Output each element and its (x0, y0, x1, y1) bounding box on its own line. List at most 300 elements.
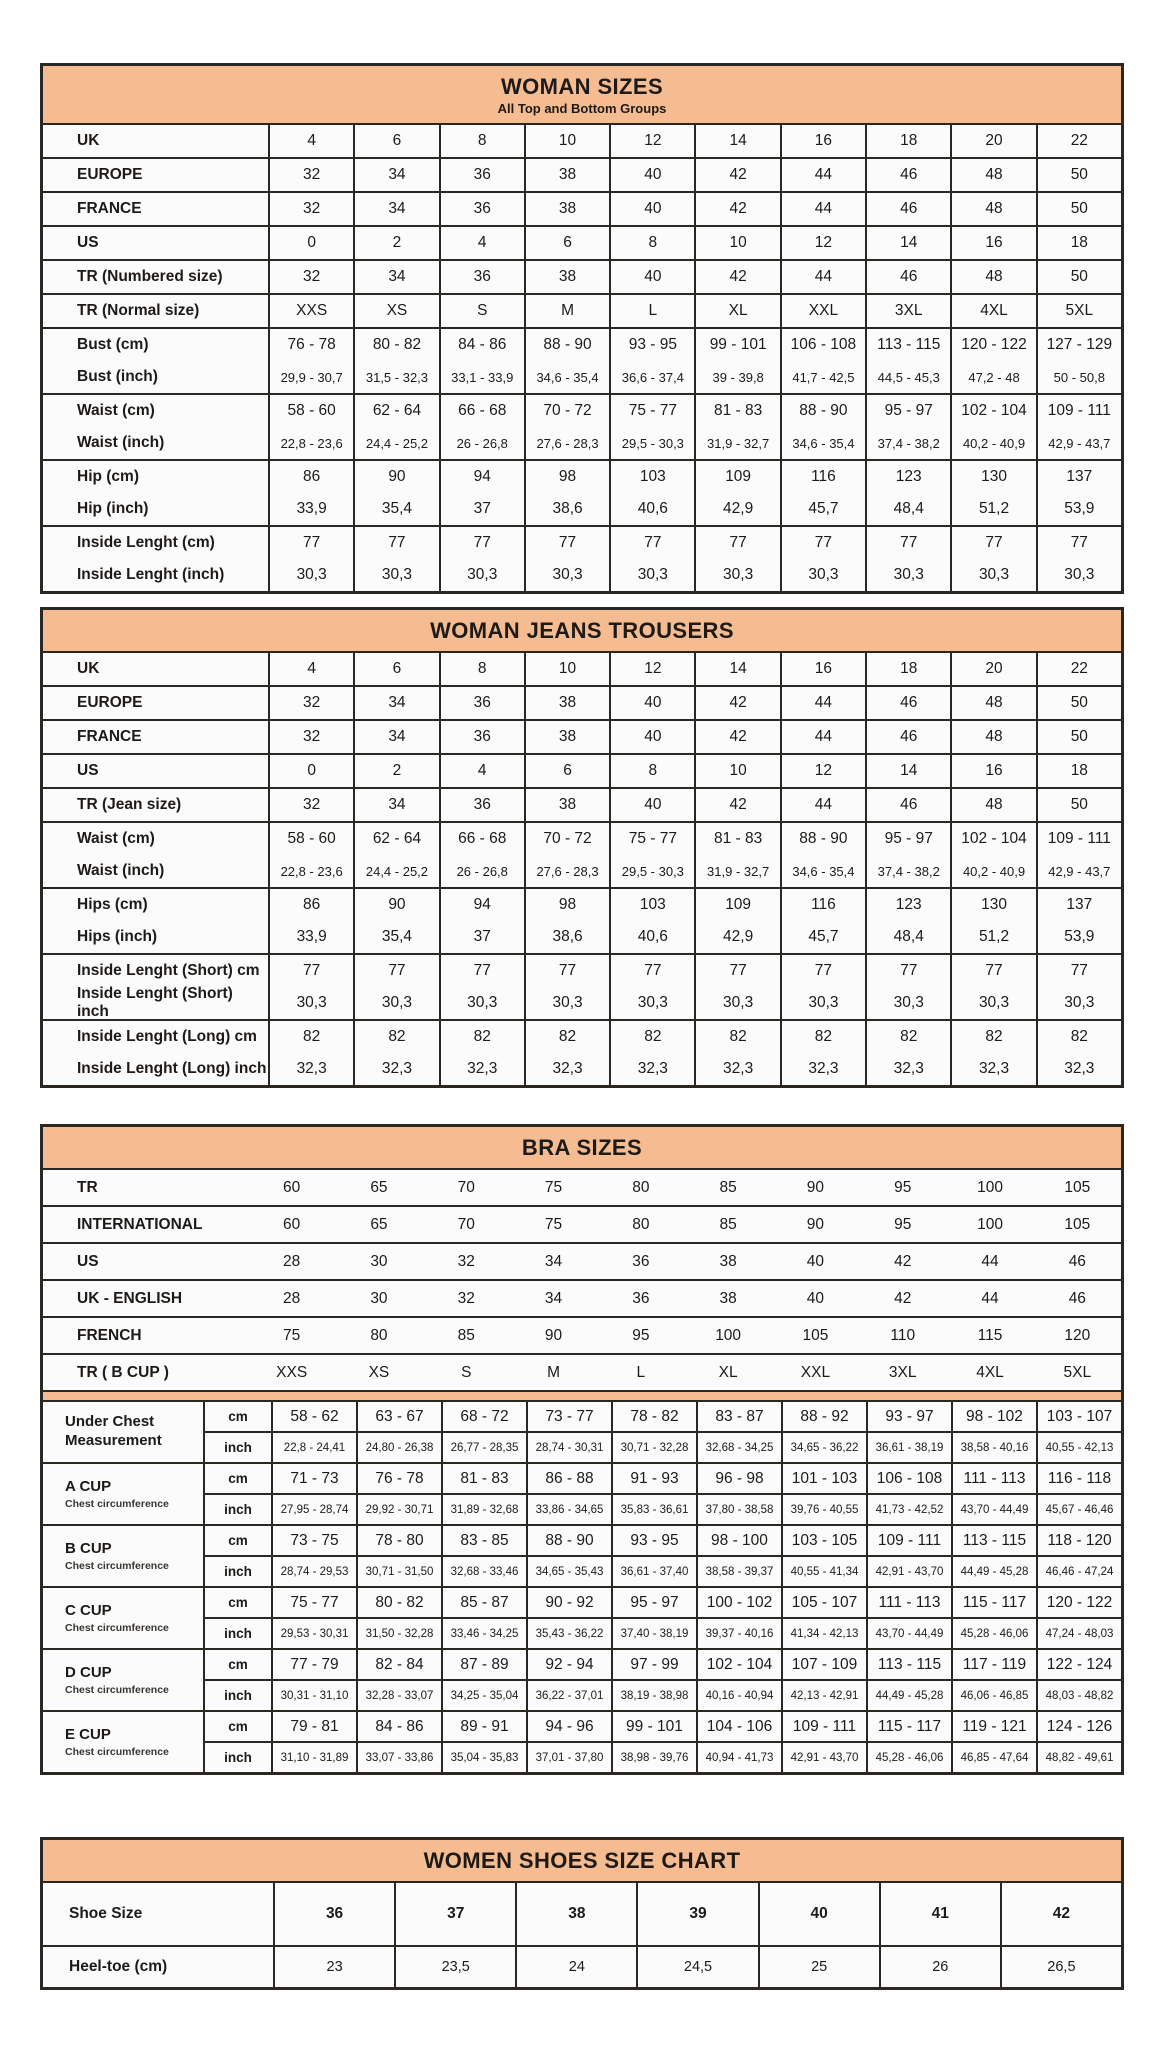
unit-label: inch (203, 1495, 271, 1524)
size-cell: 2 (353, 227, 438, 259)
cup-label-title: E CUP (65, 1726, 111, 1744)
size-cell: 77 (1036, 527, 1121, 559)
size-cell: 79 - 81 (271, 1712, 356, 1741)
row-label: Inside Lenght (Long) inch (77, 1060, 267, 1077)
size-cell: 16 (780, 125, 865, 157)
size-cell: 75 (544, 1178, 563, 1196)
size-cell: 6 (353, 125, 438, 157)
size-cell: 77 - 79 (271, 1650, 356, 1679)
size-cell: 34 (353, 159, 438, 191)
size-cell: 130 (950, 461, 1035, 493)
table-row (43, 1353, 1121, 1390)
size-cell: 93 - 95 (609, 329, 694, 361)
table-row (43, 193, 1121, 225)
size-cell: 22,8 - 23,6 (268, 427, 353, 459)
size-cell: 30,3 (353, 987, 438, 1019)
woman-sizes-table (40, 63, 1124, 594)
size-cell: 42 (894, 1289, 912, 1307)
cup-label (43, 1464, 203, 1524)
size-cell: 30,3 (609, 987, 694, 1019)
size-cell: 109 (694, 889, 779, 921)
row-label: Bust (cm) (77, 336, 149, 353)
size-cell: 12 (609, 653, 694, 685)
size-cell: 96 - 98 (696, 1464, 781, 1493)
cup-group (43, 1586, 1121, 1648)
size-cell: 109 - 111 (1036, 823, 1121, 855)
shoes-title: WOMEN SHOES SIZE CHART (423, 1848, 741, 1873)
size-cell: 8 (439, 653, 524, 685)
size-cell: 42,9 (694, 493, 779, 525)
size-cell: 88 - 90 (780, 395, 865, 427)
bra-sizes-header (43, 1127, 1121, 1170)
size-cell: 38 (524, 261, 609, 293)
size-cell: 94 - 96 (526, 1712, 611, 1741)
size-cell: 38 (524, 789, 609, 821)
row-label: Hip (inch) (77, 500, 149, 517)
size-cell: 100 - 102 (696, 1588, 781, 1617)
cup-group (43, 1524, 1121, 1586)
size-cell: 75 - 77 (609, 395, 694, 427)
size-cell: 77 (524, 955, 609, 987)
size-cell: 70 (457, 1215, 475, 1233)
size-cell: 22 (1036, 653, 1121, 685)
table-row (203, 1464, 1121, 1495)
size-cell: 104 - 106 (696, 1712, 781, 1741)
size-cell: 10 (694, 227, 779, 259)
size-cell: 94 (439, 889, 524, 921)
size-cell: 88 - 90 (526, 1526, 611, 1555)
size-cell: 32 (268, 261, 353, 293)
table-row (43, 889, 1121, 921)
size-cell: 77 (950, 527, 1035, 559)
size-cell: 42,9 - 43,7 (1036, 427, 1121, 459)
row-group (43, 125, 1121, 157)
size-cell: S (461, 1363, 472, 1381)
cup-label-title: A CUP (65, 1478, 112, 1496)
size-cell: XXS (268, 295, 353, 327)
size-cell: 31,10 - 31,89 (271, 1743, 356, 1772)
size-cell: 50 (1036, 721, 1121, 753)
size-cell: 75 (283, 1326, 301, 1344)
size-cell: 91 - 93 (611, 1464, 696, 1493)
bra-divider-strip (43, 1390, 1121, 1402)
size-cell: 70 (457, 1178, 475, 1196)
size-cell: 33,07 - 33,86 (356, 1743, 441, 1772)
table-row (43, 789, 1121, 821)
size-cell: 32,3 (268, 1053, 353, 1085)
size-cell: 92 - 94 (526, 1650, 611, 1679)
size-cell: 30 (370, 1252, 388, 1270)
table-row (203, 1557, 1121, 1586)
size-cell: 90 (544, 1326, 563, 1344)
unit-label: inch (203, 1557, 271, 1586)
size-cell: 38,6 (524, 493, 609, 525)
size-cell: 88 - 90 (780, 823, 865, 855)
table-row (203, 1681, 1121, 1710)
size-cell: 30 (370, 1289, 388, 1307)
size-cell: 109 (694, 461, 779, 493)
size-cell: 105 (802, 1326, 829, 1344)
row-group (43, 653, 1121, 685)
size-cell: 42 (1000, 1883, 1121, 1945)
size-cell: 4 (268, 125, 353, 157)
size-cell: 32 (268, 687, 353, 719)
cup-label-subtitle: Chest circumference (65, 1559, 169, 1572)
size-cell: 30,3 (780, 559, 865, 591)
size-cell: 33,86 - 34,65 (526, 1495, 611, 1524)
size-cell: 34,65 - 35,43 (526, 1557, 611, 1586)
size-cell: 82 (1036, 1021, 1121, 1053)
size-cell: 116 (780, 461, 865, 493)
size-cell: 120 (1064, 1326, 1091, 1344)
size-cell: 77 (439, 955, 524, 987)
size-cell: 106 - 108 (780, 329, 865, 361)
cup-label-title: B CUP (65, 1540, 112, 1558)
size-cell: 37,80 - 38,58 (696, 1495, 781, 1524)
size-cell: 6 (353, 653, 438, 685)
size-cell: 34,25 - 35,04 (441, 1681, 526, 1710)
table-row (43, 261, 1121, 293)
size-cell: L (609, 295, 694, 327)
size-cell: 46 (1068, 1252, 1086, 1270)
size-cell: 44 (981, 1252, 999, 1270)
size-cell: 85 (719, 1215, 737, 1233)
size-cell: 77 (353, 527, 438, 559)
size-cell: 48,4 (865, 493, 950, 525)
size-cell: 50 (1036, 193, 1121, 225)
size-cell: XS (368, 1363, 390, 1381)
unit-label: cm (203, 1588, 271, 1617)
size-cell: 80 - 82 (356, 1588, 441, 1617)
size-cell: 35,4 (353, 493, 438, 525)
row-group (43, 459, 1121, 525)
table-row (203, 1433, 1121, 1462)
size-cell: 123 (865, 461, 950, 493)
row-label: Waist (inch) (77, 862, 165, 879)
cup-group (43, 1648, 1121, 1710)
size-cell: 44,49 - 45,28 (951, 1557, 1036, 1586)
size-cell: 40 (806, 1289, 825, 1307)
size-cell: 35,4 (353, 921, 438, 953)
size-cell: 75 - 77 (609, 823, 694, 855)
size-cell: 40,55 - 41,34 (781, 1557, 866, 1586)
unit-label: cm (203, 1650, 271, 1679)
row-label: EUROPE (77, 694, 143, 711)
table-row (43, 125, 1121, 157)
size-cell: 39 - 39,8 (694, 361, 779, 393)
size-cell: 36,22 - 37,01 (526, 1681, 611, 1710)
size-cell: 77 (865, 955, 950, 987)
size-cell: 38 (719, 1252, 737, 1270)
size-cell: 44,49 - 45,28 (866, 1681, 951, 1710)
row-group (43, 685, 1121, 719)
size-cell: 95 - 97 (865, 395, 950, 427)
size-cell: 44 (780, 789, 865, 821)
size-cell: 58 - 60 (268, 823, 353, 855)
size-cell: 10 (524, 653, 609, 685)
cup-label-subtitle: Chest circumference (65, 1683, 169, 1696)
size-cell: 22,8 - 24,41 (271, 1433, 356, 1462)
size-cell: 16 (780, 653, 865, 685)
woman-jeans-title: WOMAN JEANS TROUSERS (430, 618, 734, 643)
size-cell: 50 (1036, 261, 1121, 293)
size-cell: 38 (524, 721, 609, 753)
size-cell: 36 (273, 1883, 394, 1945)
cup-rows (203, 1650, 1121, 1710)
size-cell: 42,9 - 43,7 (1036, 855, 1121, 887)
size-cell: 118 - 120 (1036, 1526, 1121, 1555)
row-group (43, 393, 1121, 459)
cup-rows (203, 1712, 1121, 1772)
size-cell: 36 (439, 687, 524, 719)
size-cell: 38,6 (524, 921, 609, 953)
size-cell: 6 (524, 227, 609, 259)
size-cell: 16 (950, 227, 1035, 259)
unit-label: cm (203, 1464, 271, 1493)
size-cell: 62 - 64 (353, 395, 438, 427)
size-cell: 105 (1064, 1178, 1091, 1196)
size-cell: 46 (865, 159, 950, 191)
size-cell: 29,5 - 30,3 (609, 855, 694, 887)
table-row (203, 1495, 1121, 1524)
size-cell: 38,58 - 39,37 (696, 1557, 781, 1586)
size-cell: 40 (609, 687, 694, 719)
woman-jeans-header (43, 610, 1121, 653)
size-cell: 48,82 - 49,61 (1036, 1743, 1121, 1772)
size-cell: 33,46 - 34,25 (441, 1619, 526, 1648)
size-cell: 94 (439, 461, 524, 493)
size-cell: 44 (981, 1289, 999, 1307)
size-cell: 41 (879, 1883, 1000, 1945)
size-cell: 50 (1036, 789, 1121, 821)
woman-sizes-title: WOMAN SIZES (500, 74, 664, 99)
table-row (43, 855, 1121, 887)
table-row (43, 295, 1121, 327)
size-cell: 42 (694, 721, 779, 753)
size-cell: 42,13 - 42,91 (781, 1681, 866, 1710)
size-cell: 37,01 - 37,80 (526, 1743, 611, 1772)
size-cell: 127 - 129 (1036, 329, 1121, 361)
size-cell: 34,65 - 36,22 (781, 1433, 866, 1462)
bra-cup-body (43, 1402, 1121, 1772)
size-cell: 37 (439, 921, 524, 953)
size-cell: S (439, 295, 524, 327)
size-cell: 42 (694, 159, 779, 191)
size-cell: 34 (353, 261, 438, 293)
size-cell: 30,3 (439, 987, 524, 1019)
size-cell: 37,40 - 38,19 (611, 1619, 696, 1648)
unit-label: inch (203, 1619, 271, 1648)
size-cell: 30,71 - 32,28 (611, 1433, 696, 1462)
size-cell: 5XL (1063, 1363, 1092, 1381)
table-row (43, 1883, 1121, 1945)
size-cell: 27,6 - 28,3 (524, 427, 609, 459)
size-cell: 30,3 (865, 559, 950, 591)
table-row (203, 1526, 1121, 1557)
size-cell: 102 - 104 (950, 823, 1035, 855)
size-cell: 50 (1036, 159, 1121, 191)
size-cell: 32,3 (524, 1053, 609, 1085)
size-cell: M (524, 295, 609, 327)
size-cell: 100 (715, 1326, 742, 1344)
size-cell: 40 (609, 193, 694, 225)
size-cell: 16 (950, 755, 1035, 787)
size-cell: 42,91 - 43,70 (866, 1557, 951, 1586)
size-cell: 38 (515, 1883, 636, 1945)
woman-sizes-body (43, 125, 1121, 591)
size-cell: 32,3 (609, 1053, 694, 1085)
size-cell: 29,92 - 30,71 (356, 1495, 441, 1524)
size-cell: 40 (609, 789, 694, 821)
size-cell: 32 (268, 193, 353, 225)
row-label: UK (77, 660, 100, 677)
size-cell: 34,6 - 35,4 (780, 427, 865, 459)
size-cell: 30,3 (694, 987, 779, 1019)
row-label: Inside Lenght (Short) cm (77, 962, 260, 979)
size-cell: 28,74 - 30,31 (526, 1433, 611, 1462)
row-label: Inside Lenght (Long) cm (77, 1028, 257, 1045)
size-cell: 45,7 (780, 921, 865, 953)
row-group (43, 259, 1121, 293)
size-cell: 4 (268, 653, 353, 685)
size-cell: 93 - 95 (611, 1526, 696, 1555)
size-cell: 8 (609, 227, 694, 259)
size-cell: 48 (950, 193, 1035, 225)
size-cell: 30,31 - 31,10 (271, 1681, 356, 1710)
size-cell: 90 (806, 1178, 825, 1196)
size-cell: 38,19 - 38,98 (611, 1681, 696, 1710)
size-cell: 63 - 67 (356, 1402, 441, 1431)
size-cell: 97 - 99 (611, 1650, 696, 1679)
size-cell: 43,70 - 44,49 (866, 1619, 951, 1648)
size-cell: 71 - 73 (271, 1464, 356, 1493)
size-cell: 86 (268, 461, 353, 493)
size-cell: XXL (780, 295, 865, 327)
size-cell: 32,68 - 33,46 (441, 1557, 526, 1586)
size-cell: 30,3 (865, 987, 950, 1019)
size-cell: 137 (1036, 461, 1121, 493)
size-cell: L (636, 1363, 646, 1381)
size-cell: XXS (276, 1363, 308, 1381)
row-label: Shoe Size (69, 1905, 143, 1922)
table-row (43, 755, 1121, 787)
size-cell: 46 (865, 721, 950, 753)
size-cell: 77 (609, 527, 694, 559)
table-row (43, 1053, 1121, 1085)
size-cell: 32,68 - 34,25 (696, 1433, 781, 1462)
size-cell: 33,9 (268, 493, 353, 525)
size-cell: 46 (865, 687, 950, 719)
size-cell: 101 - 103 (781, 1464, 866, 1493)
size-cell: 10 (694, 755, 779, 787)
row-label: FRANCE (77, 200, 142, 217)
size-cell: 82 (780, 1021, 865, 1053)
size-cell: 98 (524, 461, 609, 493)
size-cell: 35,04 - 35,83 (441, 1743, 526, 1772)
size-cell: 8 (439, 125, 524, 157)
size-cell: 38,58 - 40,16 (951, 1433, 1036, 1462)
cup-label (43, 1712, 203, 1772)
size-cell: 42 (694, 261, 779, 293)
size-cell: 3XL (888, 1363, 917, 1381)
size-cell: 77 (950, 955, 1035, 987)
size-cell: 35,43 - 36,22 (526, 1619, 611, 1648)
size-cell: 44 (780, 261, 865, 293)
size-cell: 23,5 (394, 1947, 515, 1987)
cup-label-title: D CUP (65, 1664, 112, 1682)
size-cell: 73 - 75 (271, 1526, 356, 1555)
row-group (43, 719, 1121, 753)
size-cell: 18 (1036, 227, 1121, 259)
size-cell: 10 (524, 125, 609, 157)
shoes-table (40, 1837, 1124, 1990)
row-label: FRANCE (77, 728, 142, 745)
size-cell: 40,94 - 41,73 (696, 1743, 781, 1772)
size-cell: 4XL (976, 1363, 1004, 1381)
size-cell: 80 (632, 1178, 650, 1196)
size-cell: 0 (268, 755, 353, 787)
size-cell: 85 (719, 1178, 737, 1196)
size-cell: 32,3 (353, 1053, 438, 1085)
row-label: UK - ENGLISH (77, 1289, 183, 1307)
row-group (43, 953, 1121, 1019)
size-cell: 14 (865, 755, 950, 787)
table-row (43, 1021, 1121, 1053)
size-cell: 81 - 83 (694, 395, 779, 427)
size-cell: 81 - 83 (441, 1464, 526, 1493)
size-cell: 32,3 (694, 1053, 779, 1085)
size-cell: 107 - 109 (781, 1650, 866, 1679)
size-cell: 34,6 - 35,4 (524, 361, 609, 393)
size-cell: 77 (439, 527, 524, 559)
cup-label (43, 1650, 203, 1710)
size-cell: 14 (694, 125, 779, 157)
row-label: Hips (cm) (77, 896, 148, 913)
size-cell: 102 - 104 (696, 1650, 781, 1679)
size-cell: 24,5 (636, 1947, 757, 1987)
row-label: Inside Lenght (cm) (77, 534, 215, 551)
size-cell: 44 (780, 159, 865, 191)
size-cell: 40,2 - 40,9 (950, 427, 1035, 459)
size-cell: 102 - 104 (950, 395, 1035, 427)
woman-sizes-subtitle: All Top and Bottom Groups (497, 101, 667, 116)
size-cell: 82 - 84 (356, 1650, 441, 1679)
size-cell: 30,3 (524, 559, 609, 591)
size-cell: 82 (609, 1021, 694, 1053)
size-cell: 30,3 (1036, 559, 1121, 591)
size-cell: 40,6 (609, 921, 694, 953)
size-cell: 115 - 117 (866, 1712, 951, 1741)
size-cell: 37,4 - 38,2 (865, 855, 950, 887)
size-cell: 36,6 - 37,4 (609, 361, 694, 393)
size-cell: 77 (780, 527, 865, 559)
cup-label-subtitle: Chest circumference (65, 1497, 169, 1510)
size-cell: 120 - 122 (950, 329, 1035, 361)
size-cell: 120 - 122 (1036, 1588, 1121, 1617)
size-cell: 42 (694, 193, 779, 225)
size-cell: 95 (632, 1326, 650, 1344)
size-cell: 44 (780, 687, 865, 719)
size-cell: 117 - 119 (951, 1650, 1036, 1679)
size-cell: 115 (977, 1326, 1003, 1344)
size-cell: 115 - 117 (951, 1588, 1036, 1617)
size-cell: 26,77 - 28,35 (441, 1433, 526, 1462)
table-row (203, 1588, 1121, 1619)
size-cell: 18 (865, 653, 950, 685)
size-cell: 40 (609, 261, 694, 293)
size-cell: 130 (950, 889, 1035, 921)
size-cell: 95 (894, 1178, 912, 1196)
